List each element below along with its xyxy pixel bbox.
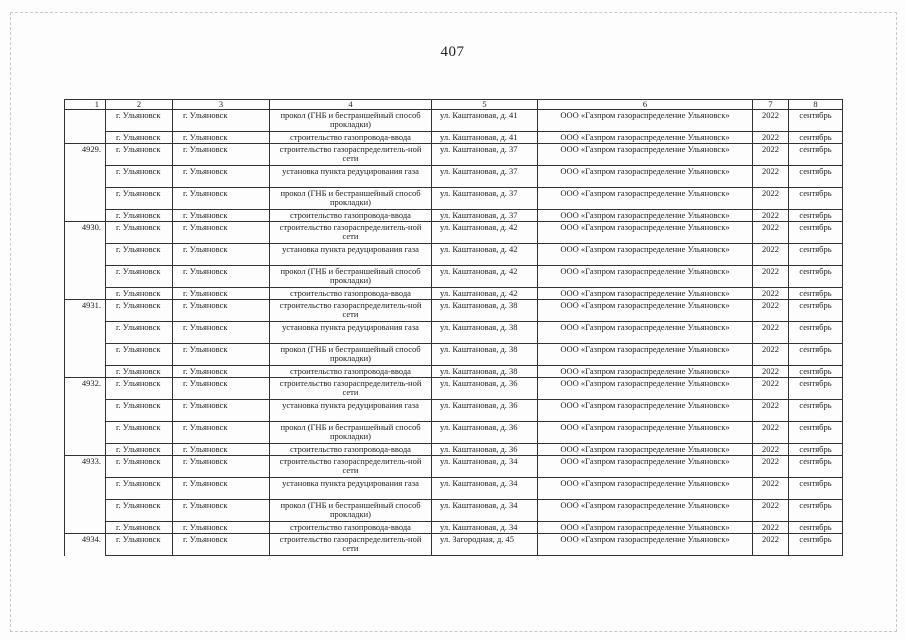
address-cell: ул. Каштановая, д. 37: [432, 166, 538, 188]
year-cell: 2022: [753, 110, 789, 132]
year-cell: 2022: [753, 478, 789, 500]
organization-cell: ООО «Газпром газораспределение Ульяновск»: [538, 534, 753, 556]
region-cell: г. Ульяновск: [106, 132, 173, 144]
municipality-cell: г. Ульяновск: [173, 132, 270, 144]
work-type-cell: прокол (ГНБ и бестраншейный способ прокладки): [270, 110, 432, 132]
year-cell: 2022: [753, 210, 789, 222]
work-type-cell: строительство газопровода-ввода: [270, 132, 432, 144]
row-number-cell: [65, 500, 106, 522]
municipality-cell: г. Ульяновск: [173, 444, 270, 456]
table-row: [65, 534, 843, 556]
municipality-cell: г. Ульяновск: [173, 188, 270, 210]
work-type-cell: прокол (ГНБ и бестраншейный способ прокладки): [270, 188, 432, 210]
municipality-cell: г. Ульяновск: [173, 344, 270, 366]
address-cell: ул. Каштановая, д. 34: [432, 456, 538, 478]
address-cell: ул. Каштановая, д. 37: [432, 210, 538, 222]
organization-cell: ООО «Газпром газораспределение Ульяновск»: [538, 110, 753, 132]
month-cell: сентябрь: [789, 378, 843, 400]
address-cell: ул. Каштановая, д. 42: [432, 288, 538, 300]
region-cell: г. Ульяновск: [106, 522, 173, 534]
address-cell: ул. Каштановая, д. 37: [432, 188, 538, 210]
month-cell: сентябрь: [789, 400, 843, 422]
row-number-cell: [65, 366, 106, 378]
year-cell: 2022: [753, 188, 789, 210]
year-cell: 2022: [753, 534, 789, 556]
month-cell: сентябрь: [789, 244, 843, 266]
work-type-cell: установка пункта редуцирования газа: [270, 478, 432, 500]
municipality-cell: г. Ульяновск: [173, 288, 270, 300]
table-row: [65, 522, 843, 534]
work-type-cell: установка пункта редуцирования газа: [270, 166, 432, 188]
month-cell: сентябрь: [789, 144, 843, 166]
address-cell: ул. Каштановая, д. 42: [432, 222, 538, 244]
month-cell: сентябрь: [789, 322, 843, 344]
work-type-cell: установка пункта редуцирования газа: [270, 244, 432, 266]
work-type-cell: строительство газопровода-ввода: [270, 522, 432, 534]
municipality-cell: г. Ульяновск: [173, 166, 270, 188]
table-row: [65, 210, 843, 222]
address-cell: ул. Каштановая, д. 41: [432, 110, 538, 132]
municipality-cell: г. Ульяновск: [173, 300, 270, 322]
organization-cell: ООО «Газпром газораспределение Ульяновск»: [538, 188, 753, 210]
region-cell: г. Ульяновск: [106, 166, 173, 188]
organization-cell: ООО «Газпром газораспределение Ульяновск»: [538, 288, 753, 300]
municipality-cell: г. Ульяновск: [173, 478, 270, 500]
month-cell: сентябрь: [789, 210, 843, 222]
municipality-cell: г. Ульяновск: [173, 500, 270, 522]
municipality-cell: г. Ульяновск: [173, 456, 270, 478]
region-cell: г. Ульяновск: [106, 322, 173, 344]
schedule-table: [64, 99, 843, 556]
region-cell: г. Ульяновск: [106, 378, 173, 400]
row-number-cell: [65, 444, 106, 456]
region-cell: г. Ульяновск: [106, 222, 173, 244]
row-number-cell: 4930.: [65, 222, 106, 244]
year-cell: 2022: [753, 300, 789, 322]
month-cell: сентябрь: [789, 266, 843, 288]
row-number-cell: [65, 132, 106, 144]
table-row: [65, 378, 843, 400]
organization-cell: ООО «Газпром газораспределение Ульяновск»: [538, 244, 753, 266]
table-row: [65, 322, 843, 344]
year-cell: 2022: [753, 444, 789, 456]
row-number-cell: [65, 400, 106, 422]
row-number-cell: 4929.: [65, 144, 106, 166]
table-row: [65, 144, 843, 166]
municipality-cell: г. Ульяновск: [173, 222, 270, 244]
region-cell: г. Ульяновск: [106, 266, 173, 288]
month-cell: сентябрь: [789, 300, 843, 322]
municipality-cell: г. Ульяновск: [173, 522, 270, 534]
organization-cell: ООО «Газпром газораспределение Ульяновск»: [538, 422, 753, 444]
organization-cell: ООО «Газпром газораспределение Ульяновск»: [538, 522, 753, 534]
work-type-cell: строительство газопровода-ввода: [270, 366, 432, 378]
address-cell: ул. Каштановая, д. 34: [432, 522, 538, 534]
table-row: [65, 188, 843, 210]
work-type-cell: строительство газопровода-ввода: [270, 288, 432, 300]
row-number-cell: 4932.: [65, 378, 106, 400]
year-cell: 2022: [753, 244, 789, 266]
year-cell: 2022: [753, 288, 789, 300]
organization-cell: ООО «Газпром газораспределение Ульяновск»: [538, 300, 753, 322]
region-cell: г. Ульяновск: [106, 344, 173, 366]
table-row: [65, 344, 843, 366]
municipality-cell: г. Ульяновск: [173, 144, 270, 166]
year-cell: 2022: [753, 222, 789, 244]
work-type-cell: строительство газораспределитель-ной сети: [270, 456, 432, 478]
year-cell: 2022: [753, 166, 789, 188]
year-cell: 2022: [753, 344, 789, 366]
work-type-cell: прокол (ГНБ и бестраншейный способ прокладки): [270, 422, 432, 444]
column-header-7: 7: [753, 100, 789, 110]
work-type-cell: строительство газораспределитель-ной сети: [270, 378, 432, 400]
municipality-cell: г. Ульяновск: [173, 422, 270, 444]
row-number-cell: 4934.: [65, 534, 106, 556]
row-number-cell: [65, 244, 106, 266]
region-cell: г. Ульяновск: [106, 110, 173, 132]
organization-cell: ООО «Газпром газораспределение Ульяновск»: [538, 222, 753, 244]
organization-cell: ООО «Газпром газораспределение Ульяновск»: [538, 456, 753, 478]
municipality-cell: г. Ульяновск: [173, 244, 270, 266]
address-cell: ул. Каштановая, д. 38: [432, 300, 538, 322]
row-number-cell: [65, 166, 106, 188]
column-header-1: 1: [65, 100, 106, 110]
municipality-cell: г. Ульяновск: [173, 366, 270, 378]
month-cell: сентябрь: [789, 456, 843, 478]
work-type-cell: строительство газораспределитель-ной сети: [270, 222, 432, 244]
region-cell: г. Ульяновск: [106, 300, 173, 322]
month-cell: сентябрь: [789, 478, 843, 500]
table-row: [65, 456, 843, 478]
municipality-cell: г. Ульяновск: [173, 322, 270, 344]
month-cell: сентябрь: [789, 188, 843, 210]
municipality-cell: г. Ульяновск: [173, 378, 270, 400]
column-header-6: 6: [538, 100, 753, 110]
year-cell: 2022: [753, 422, 789, 444]
table-row: [65, 288, 843, 300]
row-number-cell: [65, 478, 106, 500]
work-type-cell: прокол (ГНБ и бестраншейный способ прокладки): [270, 500, 432, 522]
column-header-2: 2: [106, 100, 173, 110]
table-row: [65, 444, 843, 456]
table-row: [65, 400, 843, 422]
row-number-cell: [65, 322, 106, 344]
region-cell: г. Ульяновск: [106, 366, 173, 378]
table-row: [65, 266, 843, 288]
work-type-cell: установка пункта редуцирования газа: [270, 322, 432, 344]
region-cell: г. Ульяновск: [106, 244, 173, 266]
column-header-3: 3: [173, 100, 270, 110]
address-cell: ул. Каштановая, д. 36: [432, 400, 538, 422]
work-type-cell: строительство газораспределитель-ной сети: [270, 300, 432, 322]
year-cell: 2022: [753, 144, 789, 166]
municipality-cell: г. Ульяновск: [173, 210, 270, 222]
region-cell: г. Ульяновск: [106, 144, 173, 166]
row-number-cell: [65, 188, 106, 210]
organization-cell: ООО «Газпром газораспределение Ульяновск»: [538, 132, 753, 144]
address-cell: ул. Каштановая, д. 34: [432, 500, 538, 522]
year-cell: 2022: [753, 400, 789, 422]
row-number-cell: [65, 344, 106, 366]
municipality-cell: г. Ульяновск: [173, 266, 270, 288]
year-cell: 2022: [753, 378, 789, 400]
page-number: 407: [440, 44, 465, 60]
month-cell: сентябрь: [789, 534, 843, 556]
month-cell: сентябрь: [789, 110, 843, 132]
row-number-cell: [65, 288, 106, 300]
table-row: [65, 132, 843, 144]
table-row: [65, 244, 843, 266]
row-number-cell: [65, 210, 106, 222]
region-cell: г. Ульяновск: [106, 456, 173, 478]
column-header-4: 4: [270, 100, 432, 110]
address-cell: ул. Каштановая, д. 42: [432, 244, 538, 266]
work-type-cell: строительство газораспределитель-ной сети: [270, 144, 432, 166]
month-cell: сентябрь: [789, 444, 843, 456]
row-number-cell: 4933.: [65, 456, 106, 478]
address-cell: ул. Каштановая, д. 37: [432, 144, 538, 166]
organization-cell: ООО «Газпром газораспределение Ульяновск»: [538, 400, 753, 422]
address-cell: ул. Каштановая, д. 38: [432, 344, 538, 366]
month-cell: сентябрь: [789, 222, 843, 244]
year-cell: 2022: [753, 266, 789, 288]
table-row: [65, 500, 843, 522]
address-cell: ул. Каштановая, д. 38: [432, 366, 538, 378]
region-cell: г. Ульяновск: [106, 400, 173, 422]
region-cell: г. Ульяновск: [106, 210, 173, 222]
region-cell: г. Ульяновск: [106, 422, 173, 444]
region-cell: г. Ульяновск: [106, 534, 173, 556]
region-cell: г. Ульяновск: [106, 444, 173, 456]
address-cell: ул. Каштановая, д. 38: [432, 322, 538, 344]
table-row: [65, 110, 843, 132]
region-cell: г. Ульяновск: [106, 478, 173, 500]
table-row: [65, 300, 843, 322]
row-number-cell: [65, 110, 106, 132]
work-type-cell: строительство газопровода-ввода: [270, 444, 432, 456]
header-row: [65, 100, 843, 110]
work-type-cell: прокол (ГНБ и бестраншейный способ прокладки): [270, 266, 432, 288]
table-row: [65, 222, 843, 244]
table-row: [65, 422, 843, 444]
address-cell: ул. Загородная, д. 45: [432, 534, 538, 556]
year-cell: 2022: [753, 322, 789, 344]
year-cell: 2022: [753, 132, 789, 144]
organization-cell: ООО «Газпром газораспределение Ульяновск»: [538, 366, 753, 378]
month-cell: сентябрь: [789, 500, 843, 522]
table-row: [65, 366, 843, 378]
region-cell: г. Ульяновск: [106, 288, 173, 300]
year-cell: 2022: [753, 522, 789, 534]
municipality-cell: г. Ульяновск: [173, 400, 270, 422]
organization-cell: ООО «Газпром газораспределение Ульяновск»: [538, 210, 753, 222]
organization-cell: ООО «Газпром газораспределение Ульяновск»: [538, 144, 753, 166]
work-type-cell: прокол (ГНБ и бестраншейный способ прокладки): [270, 344, 432, 366]
year-cell: 2022: [753, 366, 789, 378]
organization-cell: ООО «Газпром газораспределение Ульяновск»: [538, 322, 753, 344]
municipality-cell: г. Ульяновск: [173, 110, 270, 132]
row-number-cell: [65, 422, 106, 444]
month-cell: сентябрь: [789, 344, 843, 366]
organization-cell: ООО «Газпром газораспределение Ульяновск»: [538, 378, 753, 400]
row-number-cell: [65, 266, 106, 288]
row-number-cell: [65, 522, 106, 534]
organization-cell: ООО «Газпром газораспределение Ульяновск»: [538, 266, 753, 288]
organization-cell: ООО «Газпром газораспределение Ульяновск»: [538, 166, 753, 188]
work-type-cell: установка пункта редуцирования газа: [270, 400, 432, 422]
work-type-cell: строительство газопровода-ввода: [270, 210, 432, 222]
column-header-5: 5: [432, 100, 538, 110]
organization-cell: ООО «Газпром газораспределение Ульяновск»: [538, 478, 753, 500]
table-row: [65, 166, 843, 188]
organization-cell: ООО «Газпром газораспределение Ульяновск»: [538, 500, 753, 522]
address-cell: ул. Каштановая, д. 36: [432, 378, 538, 400]
year-cell: 2022: [753, 456, 789, 478]
row-number-cell: 4931.: [65, 300, 106, 322]
address-cell: ул. Каштановая, д. 36: [432, 444, 538, 456]
table-row: [65, 478, 843, 500]
month-cell: сентябрь: [789, 422, 843, 444]
month-cell: сентябрь: [789, 166, 843, 188]
organization-cell: ООО «Газпром газораспределение Ульяновск»: [538, 444, 753, 456]
year-cell: 2022: [753, 500, 789, 522]
month-cell: сентябрь: [789, 522, 843, 534]
address-cell: ул. Каштановая, д. 36: [432, 422, 538, 444]
address-cell: ул. Каштановая, д. 42: [432, 266, 538, 288]
organization-cell: ООО «Газпром газораспределение Ульяновск»: [538, 344, 753, 366]
month-cell: сентябрь: [789, 132, 843, 144]
region-cell: г. Ульяновск: [106, 500, 173, 522]
municipality-cell: г. Ульяновск: [173, 534, 270, 556]
region-cell: г. Ульяновск: [106, 188, 173, 210]
month-cell: сентябрь: [789, 288, 843, 300]
month-cell: сентябрь: [789, 366, 843, 378]
table-body: [65, 110, 843, 556]
address-cell: ул. Каштановая, д. 41: [432, 132, 538, 144]
address-cell: ул. Каштановая, д. 34: [432, 478, 538, 500]
column-header-8: 8: [789, 100, 843, 110]
work-type-cell: строительство газораспределитель-ной сети: [270, 534, 432, 556]
